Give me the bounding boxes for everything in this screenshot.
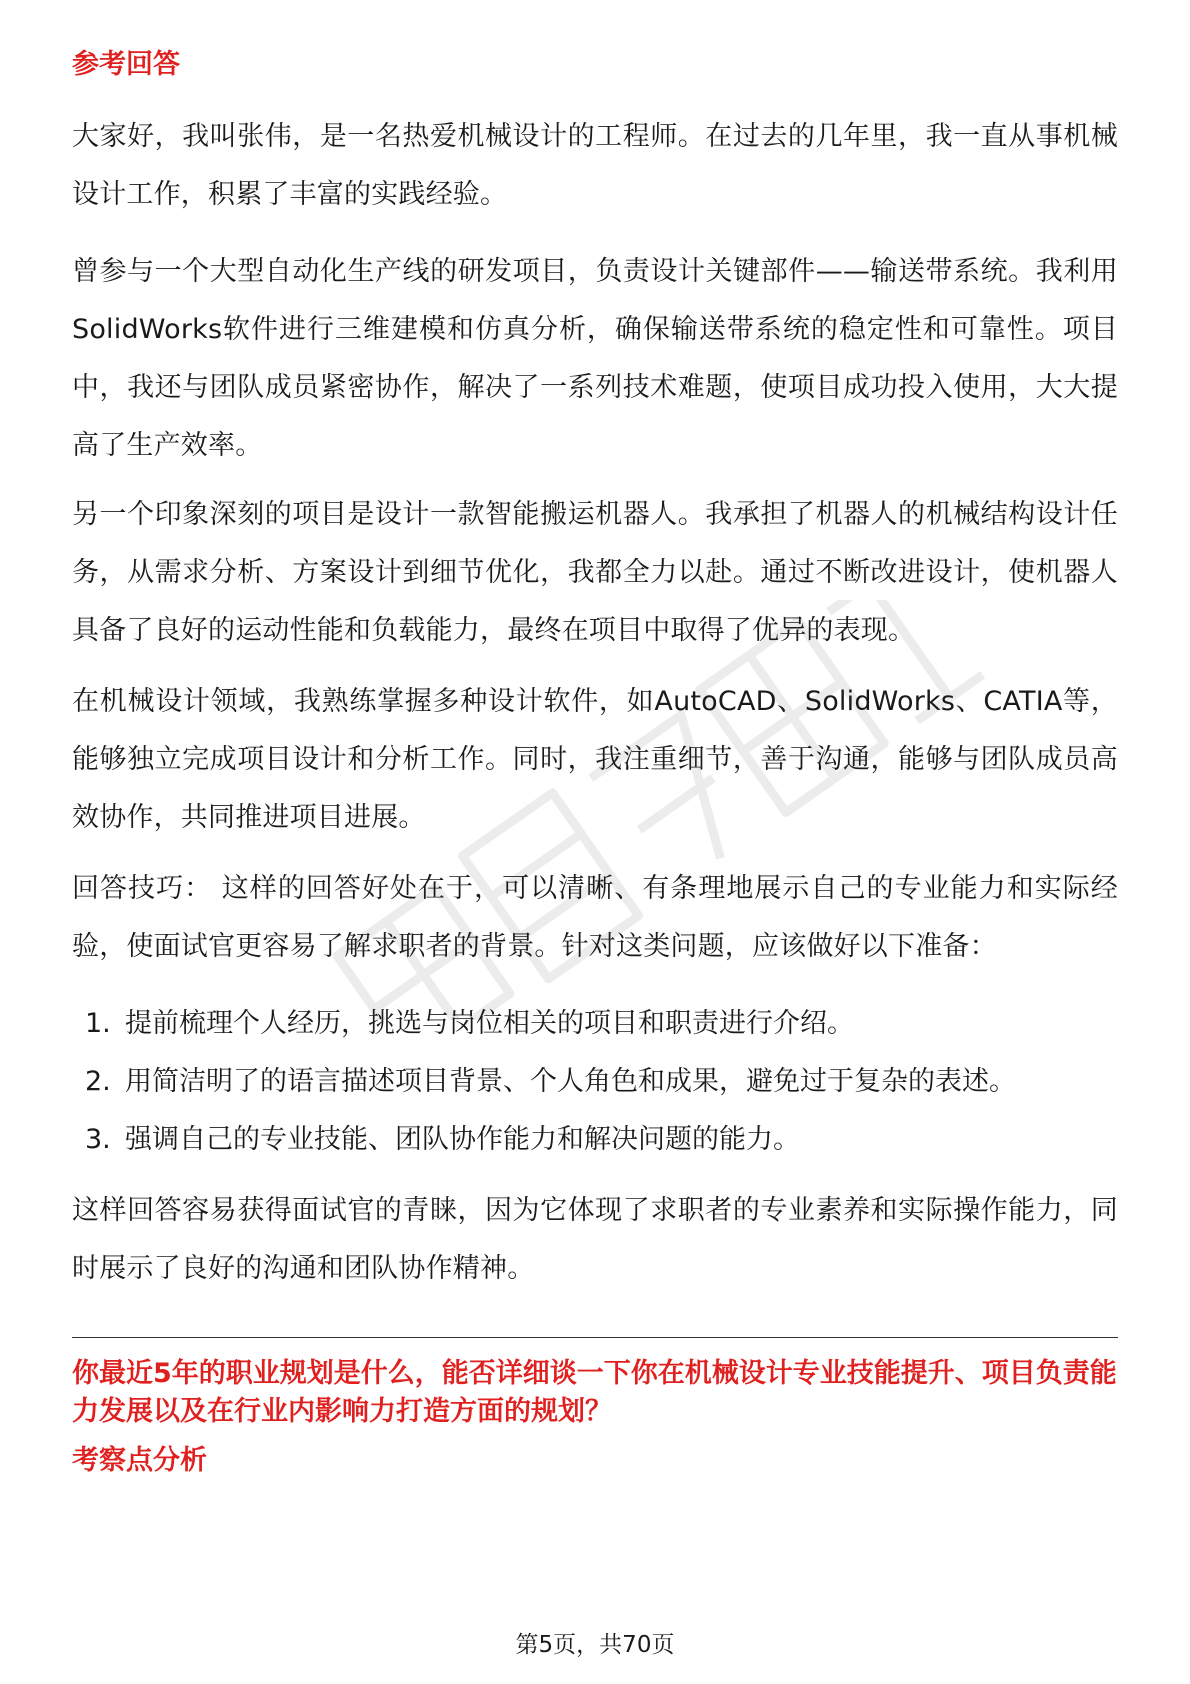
list-item [72, 995, 1118, 1053]
list-item [72, 1111, 1118, 1169]
list-number: 1. [85, 1008, 111, 1039]
list-item-text: 用简洁明了的语言描述项目背景、个人角色和成果，避免过于复杂的表述。 [125, 1066, 1016, 1097]
list-item-text: 强调自己的专业技能、团队协作能力和解决问题的能力。 [125, 1124, 800, 1155]
list-item-text: 提前梳理个人经历，挑选与岗位相关的项目和职责进行介绍。 [125, 1008, 854, 1039]
paragraph-project-conveyor: 曾参与一个大型自动化生产线的研发项目，负责设计关键部件——输送带系统。我利用SolidWorks软件进行三维建模和仿真分析，确保输送带系统的稳定性和可靠性。项目中，我还与团队成员紧密协作，解决了一系列技术难题，使项目成功投入使用，大大提高了生产效率。 [72, 256, 1118, 461]
paragraph-project-robot: 另一个印象深刻的项目是设计一款智能搬运机器人。我承担了机器人的机械结构设计任务，从需求分析、方案设计到细节优化，我都全力以赴。通过不断改进设计，使机器人具备了良好的运动性能和负载能力，最终在项目中取得了优异的表现。 [72, 499, 1118, 646]
paragraph-answer-tips: 回答技巧： 这样的回答好处在于，可以清晰、有条理地展示自己的专业能力和实际经验，使面试官更容易了解求职者的背景。针对这类问题，应该做好以下准备： [72, 873, 1118, 962]
next-question: 你最近5年的职业规划是什么，能否详细谈一下你在机械设计专业技能提升、项目负责能力发展以及在行业内影响力打造方面的规划？ [72, 1358, 1117, 1427]
tips-list [72, 995, 1118, 1169]
paragraph-intro: 大家好，我叫张伟，是一名热爱机械设计的工程师。在过去的几年里，我一直从事机械设计工作，积累了丰富的实践经验。 [72, 121, 1118, 210]
list-number: 2. [85, 1066, 111, 1097]
paragraph-skills: 在机械设计领域，我熟练掌握多种设计软件，如AutoCAD、SolidWorks、CATIA等，能够独立完成项目设计和分析工作。同时，我注重细节，善于沟通，能够与团队成员高效协作，共同推进项目进展。 [72, 686, 1118, 833]
section-divider [72, 1337, 1118, 1338]
list-number: 3. [85, 1124, 111, 1155]
page-number-footer: 第5页，共70页 [515, 1632, 675, 1658]
paragraph-closing: 这样回答容易获得面试官的青睐，因为它体现了求职者的专业素养和实际操作能力，同时展示了良好的沟通和团队协作精神。 [72, 1195, 1118, 1284]
reference-answer-heading: 参考回答 [72, 49, 180, 80]
analysis-heading: 考察点分析 [72, 1445, 207, 1476]
list-item [72, 1053, 1118, 1111]
